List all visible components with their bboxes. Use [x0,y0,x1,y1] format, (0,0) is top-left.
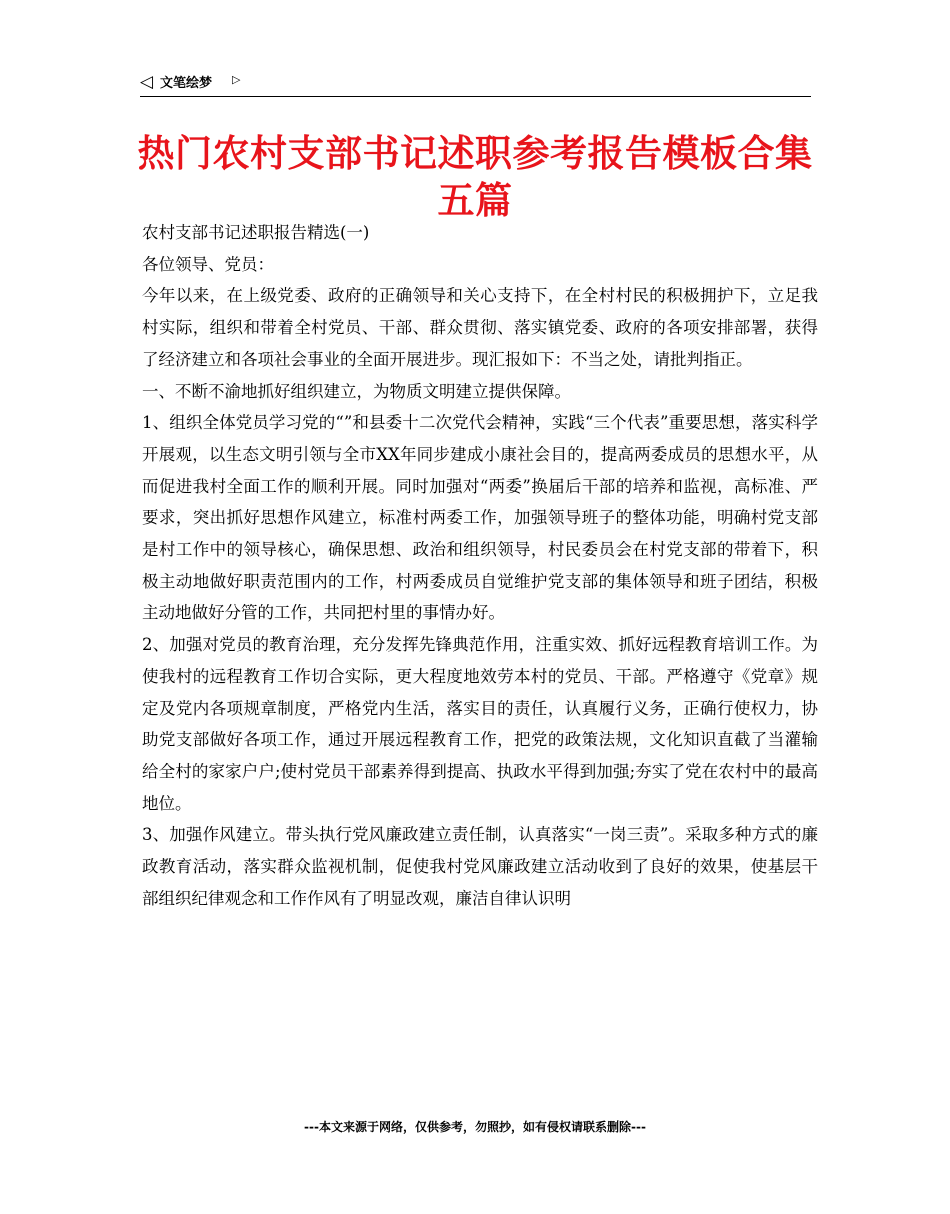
triangle-right-icon: ▷ [232,74,241,86]
header-brand: 文笔绘梦 [160,75,213,90]
section-heading: 一、不断不渝地抓好组织建立，为物质文明建立提供保障。 [142,381,571,401]
document-title: 热门农村支部书记述职参考报告模板合集五篇 [137,132,813,222]
triangle-left-icon: ◁ [140,72,154,91]
body-paragraph: 1、组织全体党员学习党的“”和县委十二次党代会精神，实践“三个代表”重要思想，落实科学开展观，以生态文明引领与全市XX年同步建成小康社会目的，提高两委成员的思想水平，从而促进我村全面工作的顺利开展。同时加强对“两委”换届后干部的培养和监视，高标准、严要求，突出抓好思想作风建立，标准村两委工作，加强领导班子的整体功能，明确村党支部是村工作中的领导核心，确保思想、政治和组织领导，村民委员会在村党支部的带着下，积极主动地做好职责范围内的工作，村两委成员自觉维护党支部的集体领导和班子团结，积极主动地做好分管的工作，共同把村里的事情办好。 [142,413,818,623]
page-footer: ---本文来源于网络，仅供参考，勿照抄，如有侵权请联系删除--- [304,1120,646,1134]
salutation-paragraph: 各位领导、党员： [142,254,274,274]
intro-paragraph: 今年以来，在上级党委、政府的正确领导和关心支持下，在全村村民的积极拥护下，立足我村实际，组织和带着全村党员、干部、群众贯彻、落实镇党委、政府的各项安排部署，获得了经济建立和各项社会事业的全面开展进步。现汇报如下：不当之处，请批判指正。 [142,286,818,369]
body-paragraph: 2、加强对党员的教育治理，充分发挥先锋典范作用，注重实效、抓好远程教育培训工作。为使我村的远程教育工作切合实际，更大程度地效劳本村的党员、干部。严格遵守《党章》规定及党内各项规章制度，严格党内生活，落实目的责任，认真履行义务，正确行使权力，协助党支部做好各项工作，通过开展远程教育工作，把党的政策法规，文化知识直截了当灌输给全村的家家户户;使村党员干部素养得到提高、执政水平得到加强;夯实了党在农村中的最高地位。 [142,635,818,813]
page-header [140,72,811,97]
body-paragraph: 3、加强作风建立。带头执行党风廉政建立责任制，认真落实“一岗三责”。采取多种方式的廉政教育活动，落实群众监视机制，促使我村党风廉政建立活动收到了良好的效果，使基层干部组织纪律观念和工作作风有了明显改观，廉洁自律认识明 [142,825,818,908]
subtitle-paragraph: 农村支部书记述职报告精选(一) [142,223,370,242]
document-body [142,217,818,914]
